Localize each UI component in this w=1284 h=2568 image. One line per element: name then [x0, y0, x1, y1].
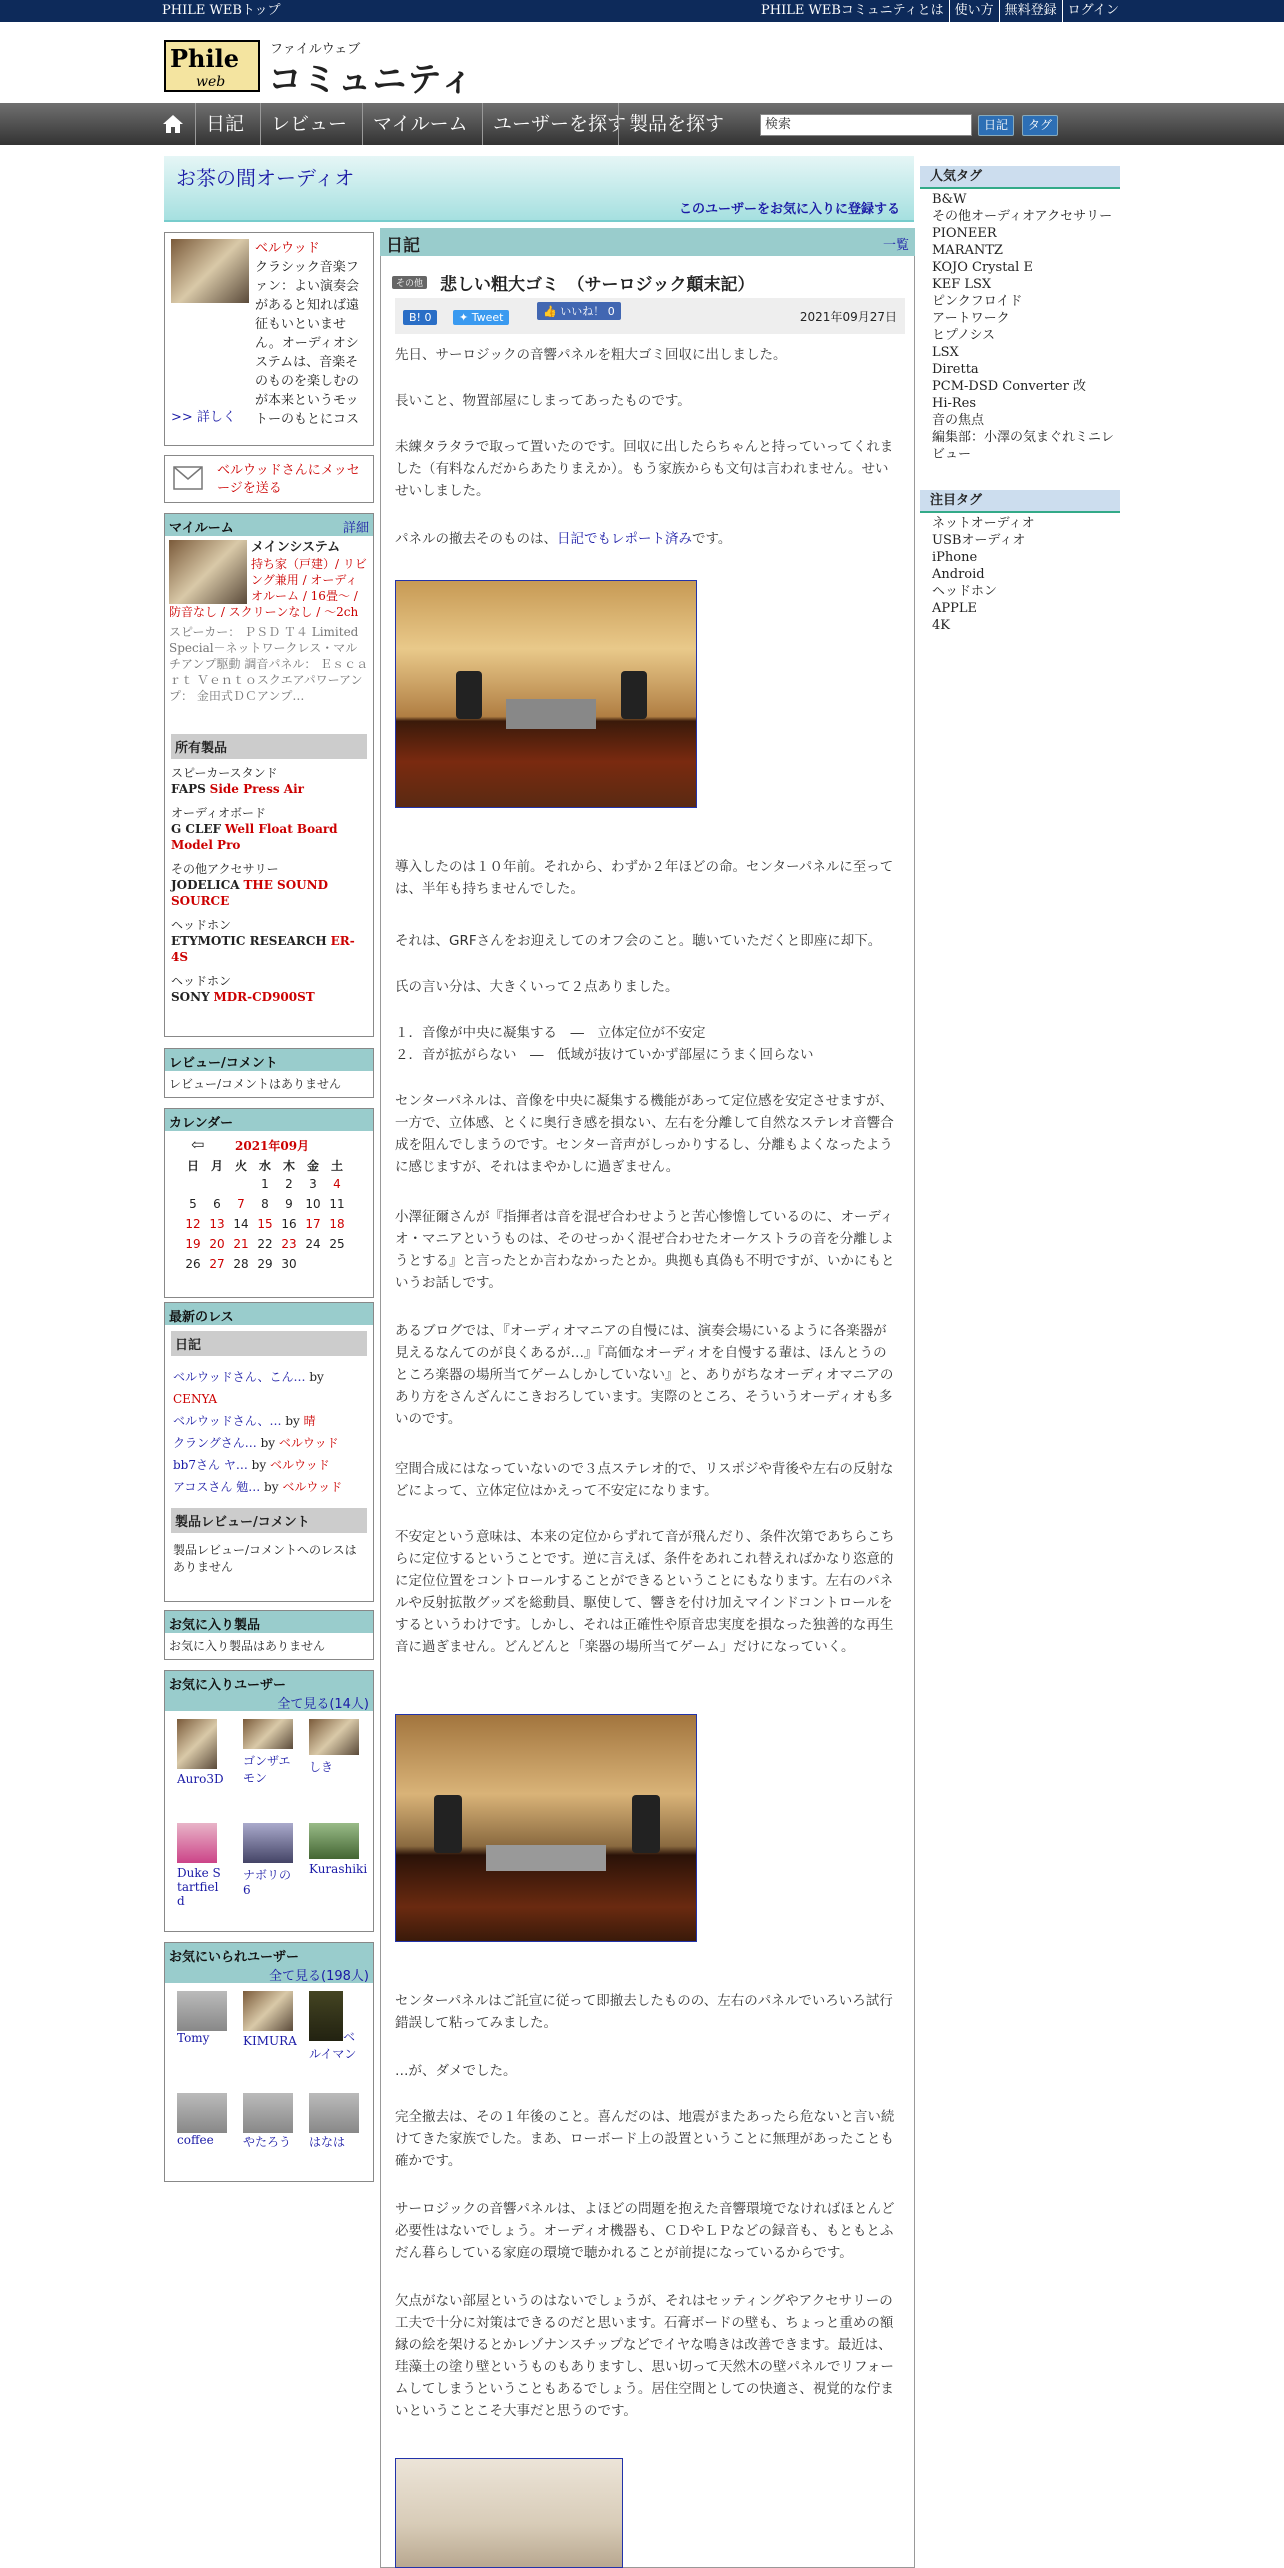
- profile-name[interactable]: ベルウッド: [255, 241, 320, 256]
- tag-link[interactable]: KEF LSX: [932, 277, 992, 292]
- tag-link[interactable]: 音の焦点: [932, 413, 985, 428]
- faved-user[interactable]: Tomy: [177, 1991, 231, 2045]
- system-name: メインシステム: [251, 540, 341, 555]
- tag-link[interactable]: Diretta: [932, 362, 979, 377]
- diary-title: 悲しい粗大ゴミ （サーロジック顛末記）: [440, 275, 755, 295]
- diary-paragraph: 先日、サーロジックの音響パネルを粗大ゴミ回収に出しました。: [395, 347, 787, 363]
- search-input[interactable]: 検索: [760, 114, 972, 136]
- logo-phile: Phile: [170, 44, 239, 73]
- diary-paragraph: 導入したのは１０年前。それから、わずか２年ほどの命。センターパネルに至っては、半年も持ちませんでした。: [395, 859, 894, 897]
- logo-title: コミュニティ: [268, 60, 475, 100]
- review-empty: レビュー/コメントはありません: [169, 1077, 342, 1091]
- tag-link[interactable]: 4K: [932, 618, 950, 633]
- calendar-month: 2021年09月: [235, 1139, 310, 1153]
- popular-tags: [920, 166, 1120, 463]
- hatena-bookmark-button[interactable]: B! 0: [403, 310, 437, 325]
- nav-review[interactable]: レビュー: [260, 103, 357, 145]
- diary-paragraph: 氏の言い分は、大きくいって２点ありました。: [395, 979, 679, 995]
- send-message-link[interactable]: ベルウッドさんにメッセージを送る: [217, 463, 360, 496]
- diary-paragraph: センターパネルは、音像を中央に凝集する機能があって定位感を安定させますが、一方で、立体感、とくに奥行き感を損ない、左右を分離して自然なステレオ音響合成を阻んでしまうのです。センター音声がしっかりするし、分離もよくなったように感じますが、それはまやかしに過ぎません。: [395, 1093, 894, 1175]
- tag-link[interactable]: USBオーディオ: [932, 533, 1026, 548]
- faved-by-box: [164, 1942, 374, 2182]
- room-photo-3[interactable]: [395, 2458, 623, 2568]
- diary-paragraph: 不安定という意味は、本来の定位からずれて音が飛んだり、条件次第であちらこちらに定位するということです。逆に言えば、条件をあれこれ替えればかなり恣意的に定位位置をコントロールすることができるということにもなります。左右のパネルや反射拡散グッズを総動員、駆使して、響きを付け加えマインドコントロールをするというわけです。しかし、それは正確性や原音忠実度を損なった独善的な再生音に過ぎません。どんどんと「楽器の場所当てゲーム」だけになっていく。: [395, 1529, 895, 1655]
- tag-link[interactable]: アートワーク: [932, 311, 1010, 326]
- profile-text: クラシック音楽ファン：よい演奏会があると知れば遠征もいといません。オーディオシステムは、音楽そのものを楽しむのが本来というモットーのもとにコス: [255, 260, 360, 426]
- reply-item[interactable]: bb7さん ヤ… by ベルウッド: [173, 1458, 330, 1472]
- user-page-header: [164, 156, 914, 222]
- fav-user[interactable]: Auro3D: [177, 1719, 231, 1786]
- tag-link[interactable]: APPLE: [932, 601, 978, 616]
- fav-users-box: [164, 1670, 374, 1932]
- top-links: [756, 0, 1124, 22]
- owned-product[interactable]: スピーカースタンド FAPS Side Press Air: [171, 766, 304, 796]
- fav-user[interactable]: しき: [309, 1719, 363, 1775]
- owned-product[interactable]: その他アクセサリー JODELICA THE SOUND SOURCE: [171, 862, 328, 908]
- page-title: お茶の間オーディオ: [176, 166, 355, 190]
- message-box[interactable]: [164, 455, 374, 503]
- diary-title-row: [392, 270, 902, 296]
- tag-link[interactable]: その他オーディオアクセサリー: [932, 209, 1113, 224]
- tag-link[interactable]: PIONEER: [932, 226, 997, 241]
- diary-paragraph: 小澤征爾さんが『指揮者は音を混ぜ合わせようと苦心惨憺しているのに、オーディオ・マニアというものは、そのせっかく混ぜ合わせたオーケストラの音を分離しようとする』と言ったとか言わなかったとか。典拠も真偽も不明ですが、いかにもというお話しです。: [395, 1209, 895, 1291]
- twitter-bird-icon: ✦: [459, 311, 469, 324]
- owned-product[interactable]: ヘッドホン ETYMOTIC RESEARCH ER-4S: [171, 918, 355, 964]
- facebook-like-button[interactable]: 👍 いいね！ 0: [537, 302, 621, 320]
- profile-box: [164, 232, 374, 446]
- tag-link[interactable]: PCM-DSD Converter 改: [932, 379, 1086, 394]
- system-spec: スピーカー： ＰＳＤ Ｔ４ Limited Special－ネットワークレス・マルチアンプ駆動 調音パネル： Ｅｓｃａｒｔ Ｖｅｎｔｏスクエアパワーアンプ： 金田式ＤＣアンプ…: [169, 625, 369, 703]
- prev-month-icon[interactable]: ⇦: [191, 1135, 205, 1154]
- fav-users-more-link[interactable]: 全て見る(14人): [277, 1697, 369, 1712]
- diary-paragraph: 完全撤去は、その１年後のこと。喜んだのは、地震がまたあったら危ないと言い続けてきた家族でした。まあ、ローボード上の設置ということに無理があったことも確かです。: [395, 2109, 895, 2169]
- search-tag-button[interactable]: タグ: [1022, 115, 1058, 136]
- myroom-heading: マイルーム 詳細: [165, 514, 373, 536]
- diary-replies-heading: 日記: [171, 1331, 367, 1356]
- reply-item[interactable]: ベルウッドさん、… by 晴: [173, 1414, 316, 1428]
- faved-by-heading: お気にいられユーザー 全て見る(198人): [165, 1943, 373, 1983]
- tag-link[interactable]: Android: [932, 567, 985, 582]
- diary-paragraph: それは、GRFさんをお迎えしてのオフ会のこと。聴いていただくと即座に却下。: [395, 933, 882, 949]
- tag-link[interactable]: ヒプノシス: [932, 328, 996, 343]
- fav-users-heading: お気に入りユーザー 全て見る(14人): [165, 1671, 373, 1711]
- tag-link[interactable]: KOJO Crystal E: [932, 260, 1033, 275]
- nav-find-products[interactable]: 製品を探す: [618, 103, 734, 145]
- diary-paragraph: 空間合成にはなっていないので３点ステレオ的で、リスポジや背後や左右の反射などによって、立体定位はかえって不安定になります。: [395, 1461, 894, 1499]
- diary-paragraph: サーロジックの音響パネルは、よほどの問題を抱えた音響環境でなければほとんど必要性はないでしょう。オーディオ機器も、ＣＤやＬＰなどの録音も、もともとふだん暮らしている家庭の環境で聴かれることが前提になっているからです。: [395, 2201, 895, 2261]
- diary-report-link[interactable]: 日記でもレポート済み: [557, 531, 692, 547]
- room-photo[interactable]: [169, 540, 247, 604]
- latest-replies-box: [164, 1302, 374, 1602]
- nav-find-users[interactable]: ユーザーを探す: [482, 103, 636, 145]
- top-bar: [0, 0, 1284, 22]
- fav-user[interactable]: ナボリの6: [243, 1823, 297, 1897]
- diary-paragraph: パネルの撤去そのものは、日記でもレポート済みです。: [395, 531, 732, 547]
- room-photo-1[interactable]: [395, 580, 697, 808]
- tag-link[interactable]: iPhone: [932, 550, 978, 565]
- review-box: [164, 1048, 374, 1098]
- faved-user[interactable]: やたろう: [243, 2093, 297, 2150]
- hot-tags: [920, 490, 1120, 634]
- tag-link[interactable]: ヘッドホン: [932, 584, 998, 599]
- diary-paragraph: 未練タラタラで取って置いたのです。回収に出したらちゃんと持っていってくれました（有料なんだからあたりまえか）。もう家族からも文句は言われません。せいせいしました。: [395, 439, 894, 499]
- logo-badge: [164, 40, 260, 92]
- register-link[interactable]: 無料登録: [999, 0, 1062, 22]
- mail-icon: [173, 466, 203, 490]
- myroom-detail-link[interactable]: 詳細: [342, 521, 369, 536]
- about-link[interactable]: PHILE WEBコミュニティとは: [761, 3, 944, 18]
- diary-paragraph: １．音像が中央に凝集する ― 立体定位が不安定: [395, 1025, 706, 1041]
- tag-link[interactable]: B&W: [932, 192, 967, 207]
- tweet-button[interactable]: ✦ Tweet: [453, 310, 509, 325]
- nav-myroom[interactable]: マイルーム: [362, 103, 478, 145]
- diary-heading: 日記 一覧: [380, 228, 915, 256]
- diary-paragraph: 欠点がない部屋というのはないでしょうが、それはセッティングやアクセサリーの工夫で十分に対策はできるのだと思います。石膏ボードの壁も、ちょっと重めの額縁の絵を架けるとかレゾナンスチップなどでイヤな鳴きは改善できます。最近は、珪藻土の塗り壁というものもありますし、思い切って天然木の壁パネルでリフォームしてしまうということもあるでしょう。居住空間としての快適さ、視覚的な佇まいということこそ大事だと思うのです。: [395, 2293, 894, 2419]
- myroom-box: [164, 513, 374, 1037]
- reply-item[interactable]: ベルウッドさん、こん… by CENYA: [173, 1370, 324, 1406]
- popular-tags-heading: 人気タグ: [920, 166, 1120, 189]
- tag-link[interactable]: LSX: [932, 345, 959, 360]
- logo-web: web: [196, 74, 226, 90]
- room-description: 持ち家（戸建）/ リビング兼用 / オーディオルーム / 16畳～ / 防音なし / スクリーンなし / ～2ch: [169, 557, 367, 619]
- owned-product[interactable]: オーディオボード G CLEF Well Float Board Model Pro: [171, 806, 338, 852]
- reply-item[interactable]: アコスさん 勉… by ベルウッド: [173, 1480, 343, 1494]
- avatar[interactable]: [171, 239, 249, 303]
- search-diary-button[interactable]: 日記: [978, 115, 1014, 136]
- calendar-grid: 日 月 火 水 木 金 土 1 2 3 4 5 6 7 8 9 10 11 12 13 14 15 16 17 18 19 20 21 22 23 24 25 26 27 28 29 30: [185, 1159, 345, 1271]
- calendar-heading: カレンダー: [165, 1109, 373, 1131]
- main-nav: [0, 103, 1284, 145]
- howto-link[interactable]: 使い方: [949, 0, 999, 22]
- review-heading: レビュー/コメント: [165, 1049, 373, 1071]
- faved-user[interactable]: KIMURA: [243, 1991, 297, 2048]
- diary-paragraph: 長いこと、物置部屋にしまってあったものです。: [395, 393, 691, 409]
- faved-user[interactable]: はなは: [309, 2093, 363, 2150]
- logo-subtitle: ファイルウェブ: [270, 42, 361, 57]
- thumbs-up-icon: 👍: [543, 305, 557, 318]
- fav-user[interactable]: Kurashiki: [309, 1823, 363, 1876]
- phile-web-top-link[interactable]: PHILE WEBトップ: [162, 3, 281, 18]
- diary-paragraph: ２．音が拡がらない ― 低域が抜けていかず部屋にうまく回らない: [395, 1047, 814, 1063]
- tag-link[interactable]: MARANTZ: [932, 243, 1003, 258]
- site-logo[interactable]: [164, 38, 484, 100]
- latest-replies-heading: 最新のレス: [165, 1303, 373, 1325]
- diary-paragraph: センターパネルはご託宣に従って即撤去したものの、左右のパネルでいろいろ試行錯誤して粘ってみました。: [395, 1993, 893, 2031]
- tag-link[interactable]: ネットオーディオ: [932, 516, 1035, 531]
- owned-products-list: [165, 765, 373, 1005]
- fav-products-box: [164, 1610, 374, 1660]
- review-replies-heading: 製品レビュー/コメント: [171, 1508, 367, 1533]
- share-bar: [395, 298, 905, 334]
- faved-user[interactable]: coffee: [177, 2093, 231, 2147]
- faved-user[interactable]: ベルイマン: [309, 1991, 363, 2062]
- diary-date: 2021年09月27日: [799, 310, 897, 324]
- nav-diary[interactable]: 日記: [195, 103, 254, 145]
- tag-link[interactable]: 編集部：小澤の気まぐれミニレビュー: [932, 430, 1115, 462]
- tag-link[interactable]: Hi-Res: [932, 396, 977, 411]
- faved-by-more-link[interactable]: 全て見る(198人): [269, 1969, 369, 1984]
- review-replies-empty: 製品レビュー/コメントへのレスはありません: [173, 1543, 357, 1574]
- fav-user[interactable]: Duke Startfield: [177, 1823, 221, 1908]
- reply-item[interactable]: クラングさん… by ベルウッド: [173, 1436, 339, 1450]
- fav-products-empty: お気に入り製品はありません: [169, 1639, 326, 1653]
- fav-user[interactable]: ゴンザエモン: [243, 1719, 297, 1786]
- room-photo-2[interactable]: [395, 1714, 697, 1942]
- add-favorite-link[interactable]: このユーザーをお気に入りに登録する: [678, 202, 900, 217]
- category-badge: その他: [392, 276, 427, 289]
- hot-tags-heading: 注目タグ: [920, 490, 1120, 513]
- tag-link[interactable]: ピンクフロイド: [932, 294, 1023, 309]
- diary-paragraph: …が、ダメでした。: [395, 2063, 517, 2079]
- login-link[interactable]: ログイン: [1062, 0, 1124, 22]
- profile-more-link[interactable]: >> 詳しく: [171, 408, 367, 427]
- diary-list-link[interactable]: 一覧: [882, 238, 909, 253]
- fav-products-heading: お気に入り製品: [165, 1611, 373, 1633]
- home-icon[interactable]: [162, 113, 184, 135]
- owned-products-heading: 所有製品: [171, 734, 367, 759]
- diary-paragraph: あるブログでは、『オーディオマニアの自慢には、演奏会場にいるように各楽器が見えるなんてのが良くあるが…』『高価なオーディオを自慢する輩は、ほんとうのところ楽器の場所当てゲームしかしていない』と、ありがちなオーディオマニアのあり方をさんざんにこきおろしています。実際のところ、そういうオーディオも多いのです。: [395, 1323, 894, 1427]
- owned-product[interactable]: ヘッドホン SONY MDR-CD900ST: [171, 974, 315, 1004]
- calendar-box: [164, 1108, 374, 1298]
